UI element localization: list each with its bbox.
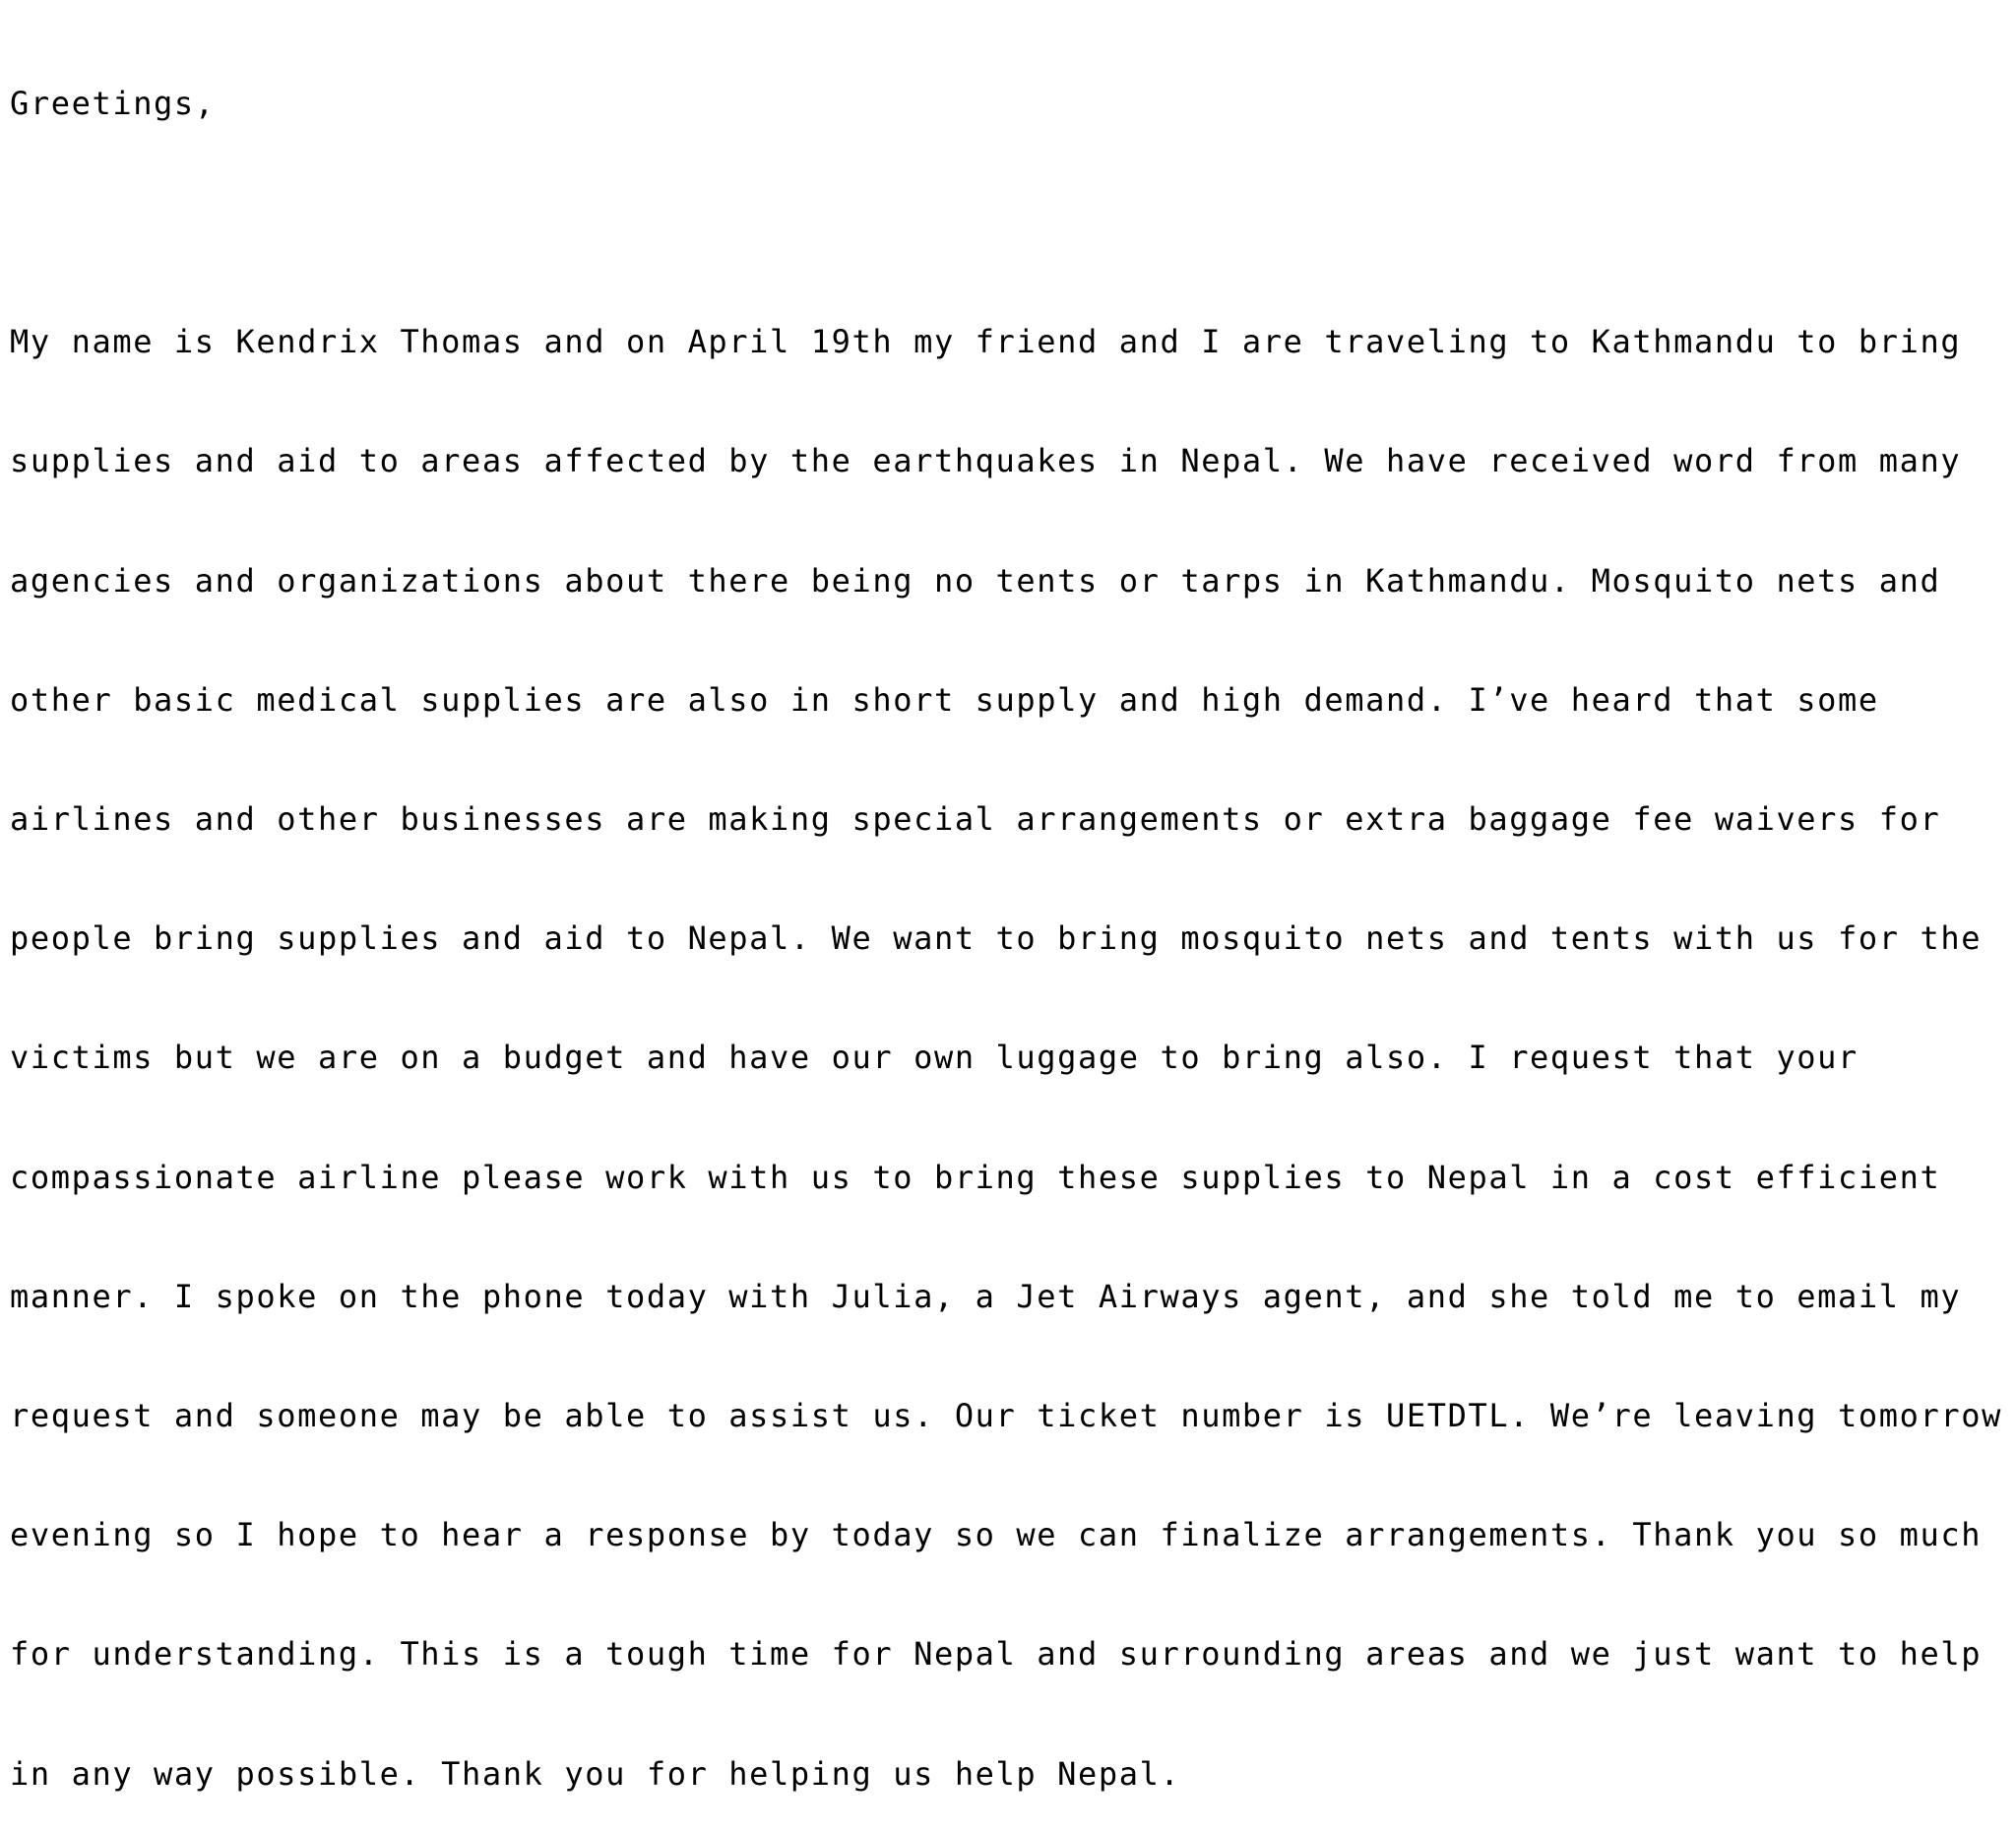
email-body-line: agencies and organizations about there being no tents or tarps in Kathmandu. Mosquito nets and	[10, 561, 1941, 600]
email-body-line: for understanding. This is a tough time for Nepal and surrounding areas and we just want to help	[10, 1635, 1983, 1674]
email-body-line: other basic medical supplies are also in short supply and high demand. I’ve heard that some	[10, 680, 1879, 719]
email-body-line: in any way possible. Thank you for helping us help Nepal.	[10, 1754, 1181, 1793]
email-body-line: victims but we are on a budget and have our own luggage to bring also. I request that your	[10, 1039, 1858, 1077]
email-body	[10, 4, 2010, 1833]
email-body-line: compassionate airline please work with us to bring these supplies to Nepal in a cost efficient	[10, 1158, 1941, 1196]
email-body-line: evening so I hope to hear a response by today so we can finalize arrangements. Thank you so much	[10, 1516, 1983, 1554]
email-body-line: supplies and aid to areas affected by the earthquakes in Nepal. We have received word from many	[10, 442, 1962, 480]
blank-line	[10, 203, 2010, 242]
email-body-line: people bring supplies and aid to Nepal. We want to bring mosquito nets and tents with us for the	[10, 919, 1983, 958]
email-body-line: airlines and other businesses are making special arrangements or extra baggage fee waivers for	[10, 800, 1941, 839]
email-body-line: My name is Kendrix Thomas and on April 19th my friend and I are traveling to Kathmandu to bring	[10, 323, 1962, 361]
email-greeting: Greetings,	[10, 84, 216, 122]
email-body-line: manner. I spoke on the phone today with Julia, a Jet Airways agent, and she told me to email my	[10, 1277, 1962, 1315]
email-body-line: request and someone may be able to assist us. Our ticket number is UETDTL. We’re leaving tomorrow	[10, 1397, 2002, 1435]
